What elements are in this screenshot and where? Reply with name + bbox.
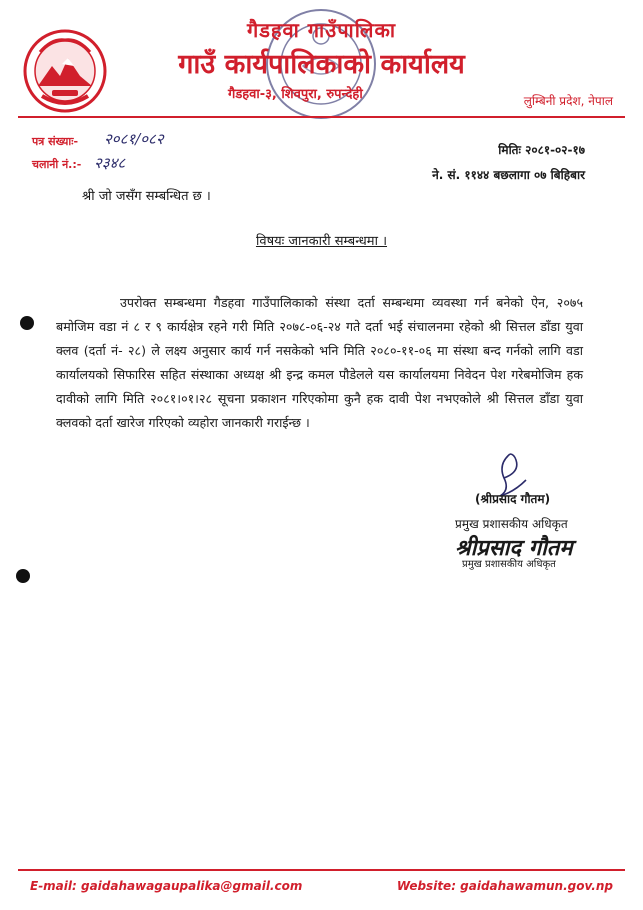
recipient: श्री जो जसँग सम्बन्धित छ । bbox=[82, 189, 211, 204]
signatory-name: (श्रीप्रसाद गौतम) bbox=[475, 492, 551, 506]
name-stamp: श्रीप्रसाद गौतम bbox=[455, 536, 573, 561]
name-stamp-title: प्रमुख प्रशासकीय अधिकृत bbox=[462, 559, 556, 570]
patra-label: पत्र संख्याः- bbox=[32, 135, 79, 148]
chalani-label: चलानी नं.:- bbox=[32, 158, 82, 171]
footer-email: E-mail: gaidahawagaupalika@gmail.com bbox=[30, 879, 303, 893]
chalani-value: २३४८ bbox=[94, 154, 126, 172]
office-name: गाउँ कार्यपालिकाको कार्यालय bbox=[178, 49, 465, 80]
signatory-title: प्रमुख प्रशासकीय अधिकृत bbox=[455, 517, 568, 531]
nepal-sambat-date: ने. सं. ११४४ बछलागा ०७ बिहिबार bbox=[432, 168, 585, 182]
footer-divider bbox=[18, 869, 625, 871]
letter-date: मितिः २०८१-०२-१७ bbox=[498, 143, 585, 157]
punch-hole bbox=[20, 316, 34, 330]
punch-hole bbox=[16, 569, 30, 583]
footer-website: Website: gaidahawamun.gov.np bbox=[396, 879, 613, 893]
province: लुम्बिनी प्रदेश, नेपाल bbox=[523, 94, 613, 108]
header-divider bbox=[18, 116, 625, 118]
letter-body: उपरोक्त सम्बन्धमा गैडहवा गाउँपालिकाको संस्था दर्ता सम्बन्धमा व्यवस्था गर्न बनेको ऐन, २०७५ बमोजिम वडा नं ८ र ९ कार्यक्षेत्र रहने गरी मिति २०७८-०६-२४ गते दर्ता भई संचालनमा रहेको श्री सित्तल डाँडा युवा क्लव (दर्ता नं- २८) ले लक्ष्य अनुसार कार्य गर्न नसकेको भनि मिति २०८०-११-०६ मा संस्था बन्द गर्नको लागि वडा कार्यालयको सिफारिस सहित संस्थाका अध्यक्ष श्री इन्द्र कमल पौडेलले यस कार्यालयमा निवेदन पेश गरेबमोजिम हक दावीको लागि मिति २०८१।०१।२८ सूचना प्रकाशन गरिएकोमा कुनै हक दावी पेश नभएकोले श्री सित्तल डाँडा युवा क्लवको दर्ता खारेज गरिएको व्यहोरा जानकारी गराईन्छ । bbox=[56, 295, 583, 430]
subject-line: विषयः जानकारी सम्बन्धमा । bbox=[255, 234, 388, 249]
patra-value: २०८१/०८२ bbox=[104, 130, 164, 148]
office-address: गैडहवा-३, शिवपुरा, रुपन्देही bbox=[228, 87, 363, 102]
municipality-name: गैडहवा गाउँपालिका bbox=[246, 18, 397, 42]
